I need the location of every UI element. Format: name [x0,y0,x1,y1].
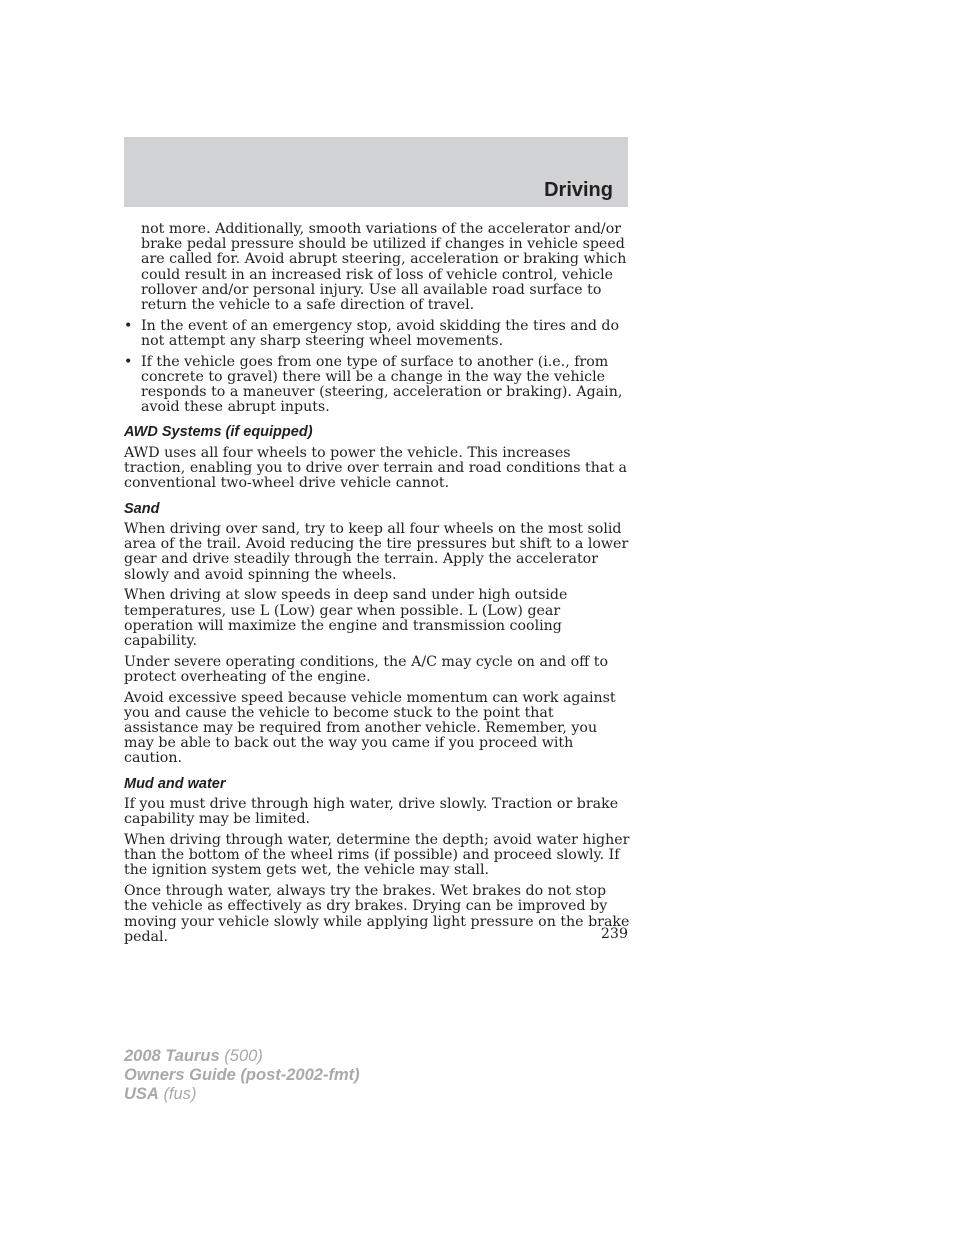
bullet-text: If the vehicle goes from one type of surface to another (i.e., from concrete to gravel) there will be a change in the way the vehicle responds to a maneuver (steering, acceleration or braking). Again, avoid these abrupt inputs. [141,353,623,416]
mud-water-paragraph: Once through water, always try the brakes. Wet brakes do not stop the vehicle as effectively as dry brakes. Drying can be improved by moving your vehicle slowly while applying light pressure on the brake pedal. [124,883,630,945]
bullet-list [124,319,630,416]
mud-water-paragraph: If you must drive through high water, drive slowly. Traction or brake capability may be limited. [124,796,619,828]
bullet-icon: • [124,353,133,370]
intro-continuation-paragraph: not more. Additionally, smooth variations of the accelerator and/or brake pedal pressure should be utilized if changes in vehicle speed are called for. Avoid abrupt steering, acceleration or braking which could result in an increased risk of loss of vehicle control, vehicle rollover and/or personal injury. Use all available road surface to return the vehicle to a safe direction of travel. [141,221,627,314]
page-number: 239 [600,926,628,942]
footer-model-code: (500) [224,1047,263,1065]
sand-paragraph: When driving over sand, try to keep all four wheels on the most solid area of the trail. Avoid reducing the tire pressures but shift to a lower gear and drive steadily through the terrain. Apply the accelerator slowly and avoid spinning the wheels. [124,521,629,583]
awd-heading: AWD Systems (if equipped) [124,424,313,441]
footer-line-market [124,1085,360,1104]
bullet-text: In the event of an emergency stop, avoid skidding the tires and do not attempt any sharp steering wheel movements. [141,317,620,349]
header-band [124,137,628,207]
footer-market: USA [124,1085,159,1103]
bullet-item [124,319,630,349]
footer-line-guide [124,1066,360,1085]
main-content [124,222,630,950]
mud-water-heading: Mud and water [124,775,226,792]
sand-paragraph: Under severe operating conditions, the A/C may cycle on and off to protect overheating of the engine. [124,653,609,685]
footer-line-model [124,1047,360,1066]
footer-model: 2008 Taurus [124,1047,220,1065]
awd-paragraph: AWD uses all four wheels to power the vehicle. This increases traction, enabling you to drive over terrain and road conditions that a conventional two-wheel drive vehicle cannot. [124,444,628,492]
sand-paragraph: Avoid excessive speed because vehicle momentum can work against you and cause the vehicle to become stuck to the point that assistance may be required from another vehicle. Remember, you may be able to back out the way you came if you proceed with caution. [124,689,616,767]
page-title: Driving [544,179,613,201]
sand-paragraph: When driving at slow speeds in deep sand under high outside temperatures, use L (Low) gear when possible. L (Low) gear operation will maximize the engine and transmission cooling capability. [124,587,568,649]
bullet-item [124,355,630,416]
footer-market-code: (fus) [163,1085,197,1103]
sand-heading: Sand [124,500,160,517]
bullet-icon: • [124,317,133,334]
mud-water-paragraph: When driving through water, determine the depth; avoid water higher than the bottom of the wheel rims (if possible) and proceed slowly. If the ignition system gets wet, the vehicle may stall. [124,832,630,879]
footer-guide: Owners Guide (post-2002-fmt) [124,1066,360,1084]
footer-doc-info [124,1047,360,1104]
